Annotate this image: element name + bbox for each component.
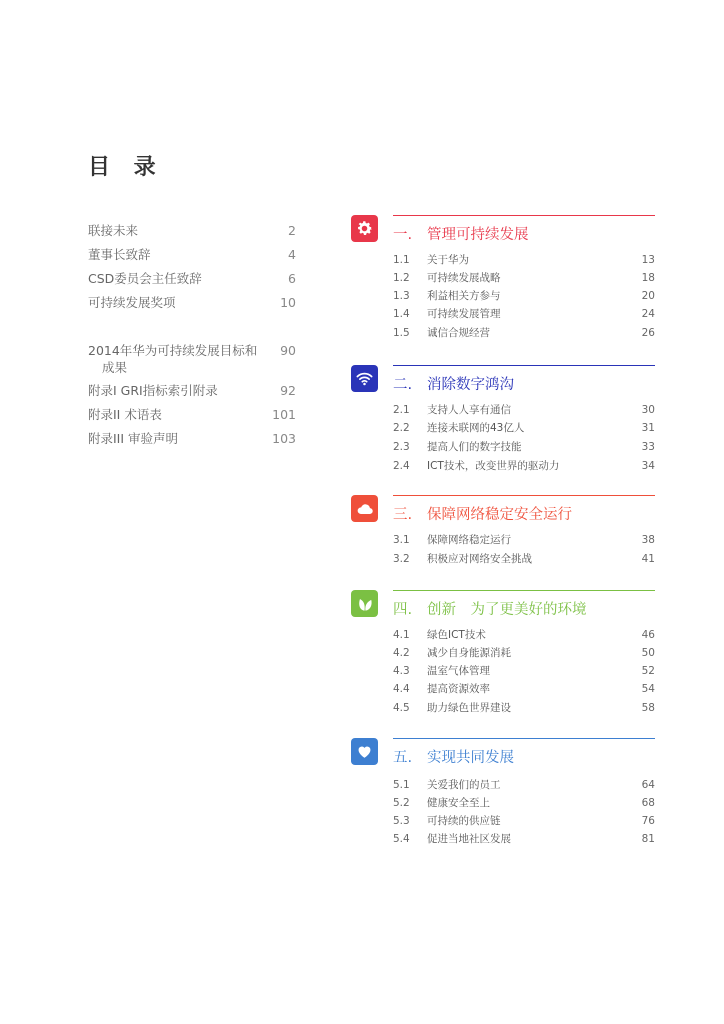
toc-item[interactable]: 2.1 支持人人享有通信 30 <box>393 404 655 416</box>
toc-entry[interactable] <box>88 382 296 399</box>
toc-item[interactable]: 4.4 提高资源效率 54 <box>393 683 655 695</box>
toc-entry[interactable] <box>88 406 296 423</box>
toc-item[interactable]: 1.1 关于华为 13 <box>393 254 655 266</box>
toc-item[interactable]: 5.4 促进当地社区发展 81 <box>393 833 655 845</box>
section-title[interactable]: 一. 管理可持续发展 <box>393 227 529 243</box>
section-title[interactable]: 四. 创新 为了更美好的环境 <box>393 602 587 618</box>
toc-item[interactable]: 4.1 绿色ICT技术 46 <box>393 629 655 641</box>
toc-item[interactable]: 2.3 提高人们的数字技能 33 <box>393 441 655 453</box>
toc-entry[interactable] <box>88 270 296 287</box>
toc-item[interactable]: 4.2 减少自身能源消耗 50 <box>393 647 655 659</box>
toc-entry-title: 联接未来 <box>88 223 139 238</box>
toc-entry[interactable] <box>88 430 296 447</box>
toc-entry-page: 101 <box>272 407 296 422</box>
toc-entry[interactable] <box>88 342 296 376</box>
toc-entry-title: 附录III 审验声明 <box>88 431 179 446</box>
toc-entry-title: 2014年华为可持续发展目标和成果 <box>88 343 258 375</box>
toc-item[interactable]: 5.2 健康安全至上 68 <box>393 797 655 809</box>
toc-entry-title: 董事长致辞 <box>88 247 151 262</box>
toc-item[interactable]: 5.1 关爱我们的员工 64 <box>393 779 655 791</box>
toc-item[interactable]: 4.5 助力绿色世界建设 58 <box>393 702 655 714</box>
section-rule <box>393 590 655 591</box>
toc-item[interactable]: 2.4 ICT技术，改变世界的驱动力 34 <box>393 460 655 472</box>
toc-item[interactable]: 1.3 利益相关方参与 20 <box>393 290 655 302</box>
section-rule <box>393 365 655 366</box>
leaf-icon <box>351 590 378 617</box>
section-rule <box>393 738 655 739</box>
toc-item[interactable]: 5.3 可持续的供应链 76 <box>393 815 655 827</box>
toc-entry-title: CSD委员会主任致辞 <box>88 271 202 286</box>
cloud-icon <box>351 495 378 522</box>
section-title[interactable]: 三. 保障网络稳定安全运行 <box>393 507 572 523</box>
toc-item[interactable]: 3.1 保障网络稳定运行 38 <box>393 534 655 546</box>
toc-entry-title: 附录II 术语表 <box>88 407 162 422</box>
toc-entry-page: 103 <box>272 431 296 446</box>
toc-item[interactable]: 1.4 可持续发展管理 24 <box>393 308 655 320</box>
toc-entry-page: 92 <box>280 383 296 398</box>
page-title: 目 录 <box>88 155 164 180</box>
toc-item[interactable]: 4.3 温室气体管理 52 <box>393 665 655 677</box>
toc-entry-page: 6 <box>288 271 296 286</box>
toc-item[interactable]: 2.2 连接未联网的43亿人 31 <box>393 422 655 434</box>
wifi-icon <box>351 365 378 392</box>
toc-item[interactable]: 3.2 积极应对网络安全挑战 41 <box>393 553 655 565</box>
heart-icon <box>351 738 378 765</box>
toc-entry-page: 10 <box>280 295 296 310</box>
toc-item[interactable]: 1.5 诚信合规经营 26 <box>393 327 655 339</box>
toc-entry-page: 2 <box>288 223 296 238</box>
toc-entry-page: 4 <box>288 247 296 262</box>
section-rule <box>393 495 655 496</box>
section-title[interactable]: 五. 实现共同发展 <box>393 750 514 766</box>
toc-entry[interactable] <box>88 246 296 263</box>
toc-entry[interactable] <box>88 222 296 239</box>
section-title[interactable]: 二. 消除数字鸿沟 <box>393 377 514 393</box>
gear-icon <box>351 215 378 242</box>
toc-entry-title: 可持续发展奖项 <box>88 295 176 310</box>
toc-entry[interactable] <box>88 294 296 311</box>
section-rule <box>393 215 655 216</box>
toc-entry-title: 附录I GRI指标索引附录 <box>88 383 218 398</box>
toc-item[interactable]: 1.2 可持续发展战略 18 <box>393 272 655 284</box>
toc-entry-page: 90 <box>280 343 296 358</box>
